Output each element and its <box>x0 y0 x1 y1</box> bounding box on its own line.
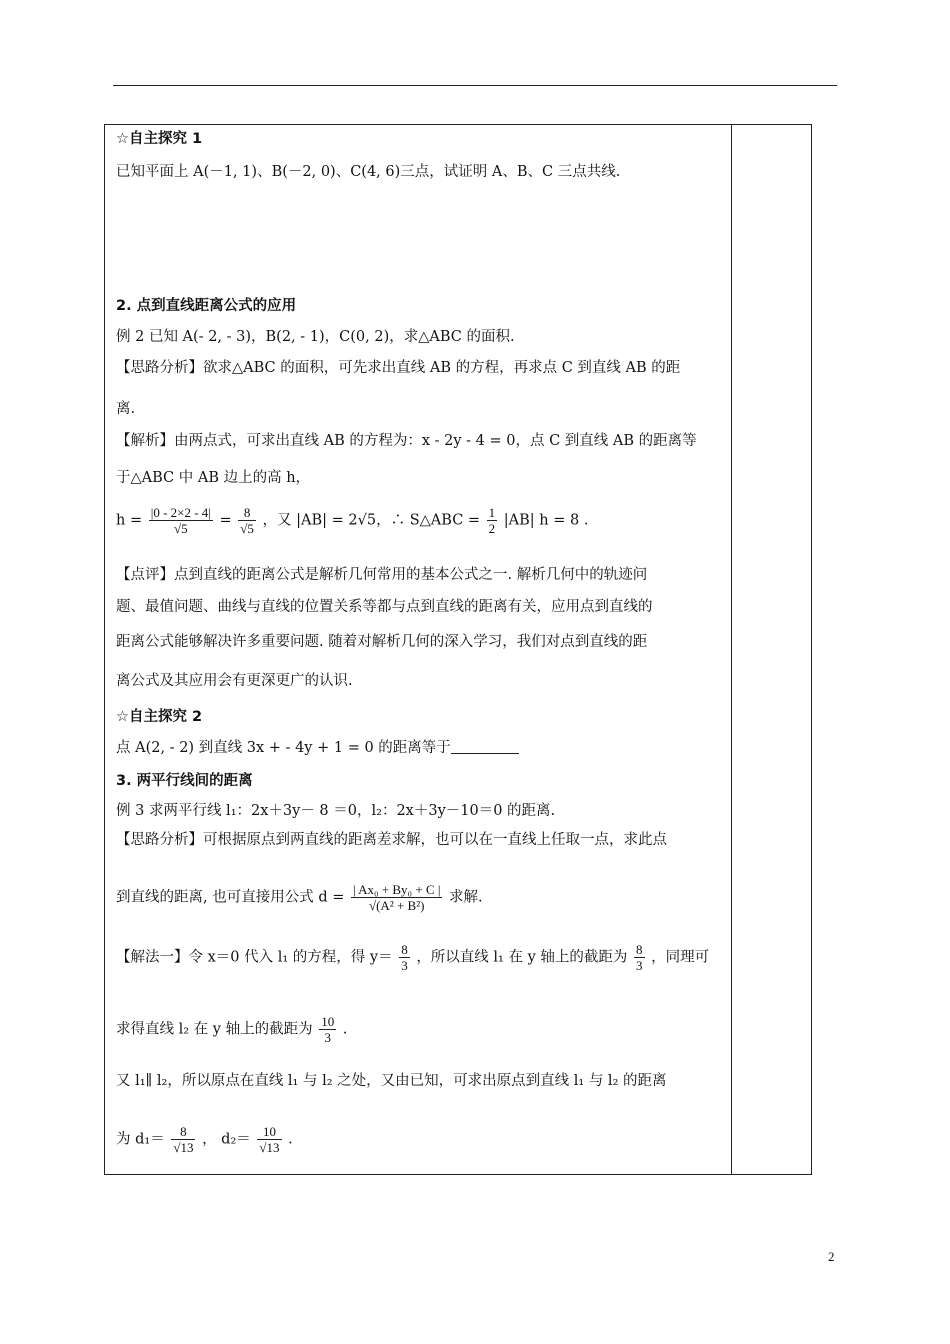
section-heading-3: 3. 两平行线间的距离 <box>116 773 253 789</box>
formula-h-lhs: h = <box>116 512 143 529</box>
section-heading-explore-2: ☆自主探究 2 <box>116 709 203 725</box>
text-line: 【思路分析】欲求△ABC 的面积，可先求出直线 AB 的方程，再求点 C 到直线 AB 的距 <box>116 360 681 376</box>
formula-h-middle: ，又 |AB| = 2√5，∴ S△ABC = <box>262 512 481 529</box>
text-line: 题、最值问题、曲线与直线的位置关系等都与点到直线的距离有关，应用点到直线的 <box>116 599 653 615</box>
exercise-line <box>116 738 519 758</box>
equals: = <box>219 512 232 529</box>
fraction: $\frac{10}{3}$ <box>321 1014 335 1045</box>
text-line: 已知平面上 A(－1, 1)、B(－2, 0)、C(4, 6)三点，试证明 A、B、C 三点共线. <box>116 164 621 180</box>
text-line: 距离公式能够解决许多重要问题. 随着对解析几何的深入学习，我们对点到直线的距 <box>116 634 648 650</box>
text-line: 例 2 已知 A(- 2, - 3)，B(2, - 1)，C(0, 2)，求△ABC 的面积. <box>116 329 515 345</box>
method-one-pre: 【解法一】令 x＝0 代入 l₁ 的方程，得 y＝ <box>116 949 393 966</box>
answer-blank[interactable] <box>451 739 519 754</box>
formula-h <box>116 505 588 536</box>
formula-d-post: 求解. <box>449 889 483 906</box>
page-number: 2 <box>828 1249 835 1264</box>
text-line: 又 l₁∥ l₂，所以原点在直线 l₁ 与 l₂ 之处，又由已知，可求出原点到直线 l₁ 与 l₂ 的距离 <box>116 1073 667 1089</box>
method-one-mid: ，所以直线 l₁ 在 y 轴上的截距为 <box>416 949 628 966</box>
section-heading-explore-1: ☆自主探究 1 <box>116 131 203 147</box>
text-line: 于△ABC 中 AB 边上的高 h， <box>116 470 311 486</box>
distances-pre: 为 d₁＝ <box>116 1131 165 1148</box>
exercise-text: 点 A(2, - 2) 到直线 3x + - 4y + 1 = 0 的距离等于 <box>116 740 451 756</box>
text-line: 【解析】由两点式，可求出直线 AB 的方程为：x - 2y - 4 = 0，点 C 到直线 AB 的距离等 <box>116 433 697 449</box>
method-one-post: ，同理可 <box>651 949 710 966</box>
header-rule <box>113 85 837 86</box>
distances-line <box>116 1124 293 1155</box>
fraction: $\frac{8}{3}$ <box>636 942 643 973</box>
fraction: $\frac{10}{√13}$ <box>259 1124 280 1155</box>
text-line: 【思路分析】可根据原点到两直线的距离差求解，也可以在一直线上任取一点，求此点 <box>116 832 667 848</box>
section-heading-2: 2. 点到直线距离公式的应用 <box>116 298 297 314</box>
fraction: $\frac{\text{| Ax₀ + By₀ + C |}}{\text{√(A² + B²)}}$ <box>352 882 441 913</box>
notes-column-divider <box>731 124 732 1175</box>
fraction: $\frac{8}{3}$ <box>401 942 408 973</box>
text-line: 离公式及其应用会有更深更广的认识. <box>116 673 353 689</box>
fraction: $\frac{1}{2}$ <box>488 505 496 536</box>
fraction: $\frac{8}{√13}$ <box>173 1124 194 1155</box>
fraction: $\frac{8}{√5}$ <box>240 505 254 536</box>
formula-d-line <box>116 882 483 913</box>
intercept-pre: 求得直线 l₂ 在 y 轴上的截距为 <box>116 1021 313 1038</box>
text-line: 【点评】点到直线的距离公式是解析几何常用的基本公式之一. 解析几何中的轨迹问 <box>116 567 648 583</box>
intercept-post: . <box>342 1021 348 1038</box>
distances-post: . <box>288 1131 293 1148</box>
text-line: 离. <box>116 401 136 417</box>
method-one-line <box>116 942 709 973</box>
formula-h-tail: |AB| h = 8 . <box>503 512 589 529</box>
formula-d-pre: 到直线的距离, 也可直接用公式 d = <box>116 889 345 906</box>
distances-mid: ， d₂＝ <box>202 1131 251 1148</box>
fraction: $\frac{|0 - 2\times 2 - 4|}{√5}$ <box>150 505 211 536</box>
intercept-line <box>116 1014 347 1045</box>
text-line: 例 3 求两平行线 l₁：2x＋3y－ 8 ＝0，l₂：2x＋3y－10＝0 的距离. <box>116 803 556 819</box>
